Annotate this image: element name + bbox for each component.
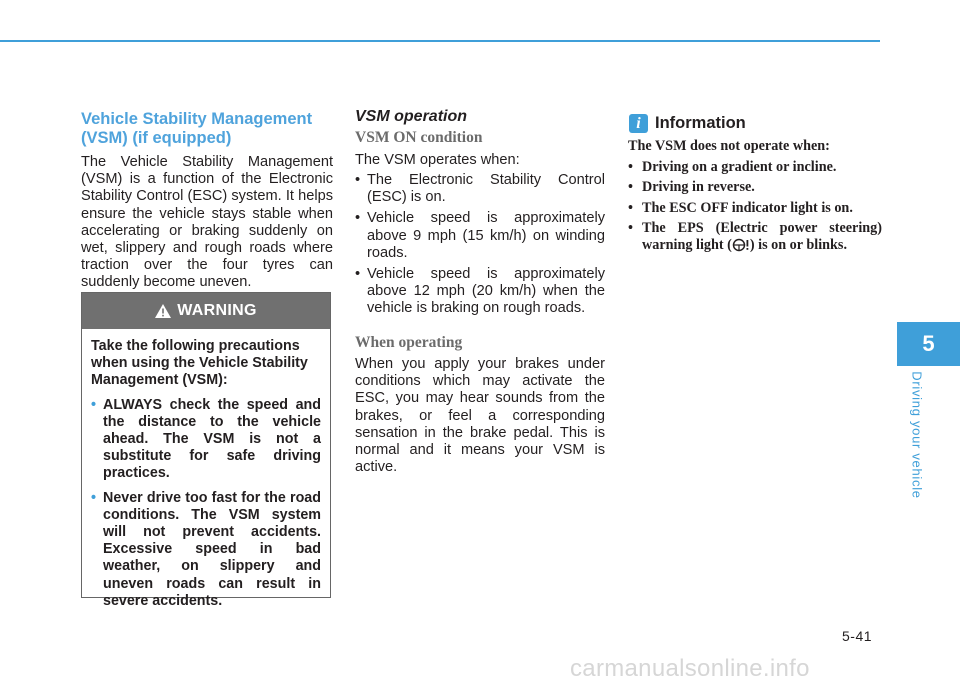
page-number: 5-41 — [842, 628, 873, 644]
list-item-text: Driving in reverse. — [642, 179, 755, 195]
info-icon: i — [629, 114, 648, 133]
information-list — [628, 159, 882, 254]
information-lead: The VSM does not operate when: — [628, 138, 830, 154]
eps-text-before: The EPS (Electric power steering) warning light ( — [642, 220, 882, 253]
warning-item — [91, 397, 321, 483]
warning-list — [91, 397, 321, 610]
list-item — [355, 266, 605, 318]
bullet: • — [91, 489, 97, 506]
watermark: carmanualsonline.info — [570, 655, 810, 682]
bullet: • — [91, 396, 97, 413]
bullet: • — [628, 220, 633, 236]
list-item-text: Vehicle speed is approximately above 12 mph (20 km/h) when the vehicle is braking on rough roads. — [367, 266, 605, 317]
vsm-on-condition-heading: VSM ON condition — [355, 129, 483, 146]
operates-when-text: The VSM operates when: — [355, 152, 520, 168]
bullet: • — [628, 179, 633, 195]
warning-item — [91, 490, 321, 610]
when-operating-text: When you apply your brakes under conditions which may activate the ESC, you may hear sounds from the brakes, or feel a corresponding sensation in the brake pedal. This is normal and it means your VSM is active. — [355, 356, 605, 476]
list-item-text: Driving on a gradient or incline. — [642, 158, 837, 175]
bullet: • — [355, 172, 361, 188]
list-item — [355, 172, 605, 206]
warning-intro: Take the following precautions when using the Vehicle Stability Management (VSM): — [91, 338, 308, 389]
information-body — [628, 138, 882, 257]
warning-item-text: Never drive too fast for the road conditions. The VSM system will not prevent accidents. Excessive speed in bad weather, on slippery and uneven roads can result in severe accidents. — [103, 489, 321, 609]
list-item — [628, 220, 882, 253]
when-operating-heading: When operating — [355, 334, 463, 351]
chapter-label-text: Driving your vehicle — [909, 371, 925, 499]
bullet: • — [355, 210, 361, 227]
warning-header — [82, 293, 330, 329]
header-rule — [0, 40, 880, 42]
information-title: Information — [655, 114, 746, 132]
vsm-operation-heading: VSM operation — [355, 108, 468, 125]
bullet: • — [355, 266, 361, 283]
information-header — [629, 114, 746, 133]
list-item — [628, 200, 882, 217]
bullet: • — [628, 199, 633, 216]
warning-box — [81, 292, 331, 609]
eps-text-after: ) is on or blinks. — [749, 236, 847, 253]
warning-label: WARNING — [177, 302, 257, 319]
bullet: • — [628, 158, 633, 175]
list-item — [628, 179, 882, 196]
list-item — [628, 159, 882, 176]
chapter-tab: 5 — [897, 322, 960, 366]
warning-item-text: ALWAYS check the speed and the distance to the vehicle ahead. The VSM is not a substitute for safe driving practices. — [103, 396, 321, 482]
list-item — [355, 210, 605, 262]
conditions-list — [355, 172, 605, 322]
warning-triangle-icon — [155, 304, 171, 318]
intro-paragraph: The Vehicle Stability Management (VSM) is a function of the Electronic Stability Control (ESC) system. It helps ensure the vehicle stays stable when accelerating or braking suddenly on wet, slippery and rough roads where traction over the four tyres can suddenly become uneven. — [81, 154, 333, 291]
section-title: Vehicle Stability Management (VSM) (if equipped) — [81, 110, 313, 147]
list-item-text: The Electronic Stability Control (ESC) is on. — [367, 172, 605, 206]
list-item-text: Vehicle speed is approximately above 9 mph (15 km/h) on winding roads. — [367, 210, 605, 261]
warning-body — [82, 338, 330, 610]
list-item-text: The ESC OFF indicator light is on. — [642, 199, 853, 216]
steering-warning-icon — [732, 238, 750, 252]
chapter-label — [905, 372, 929, 498]
